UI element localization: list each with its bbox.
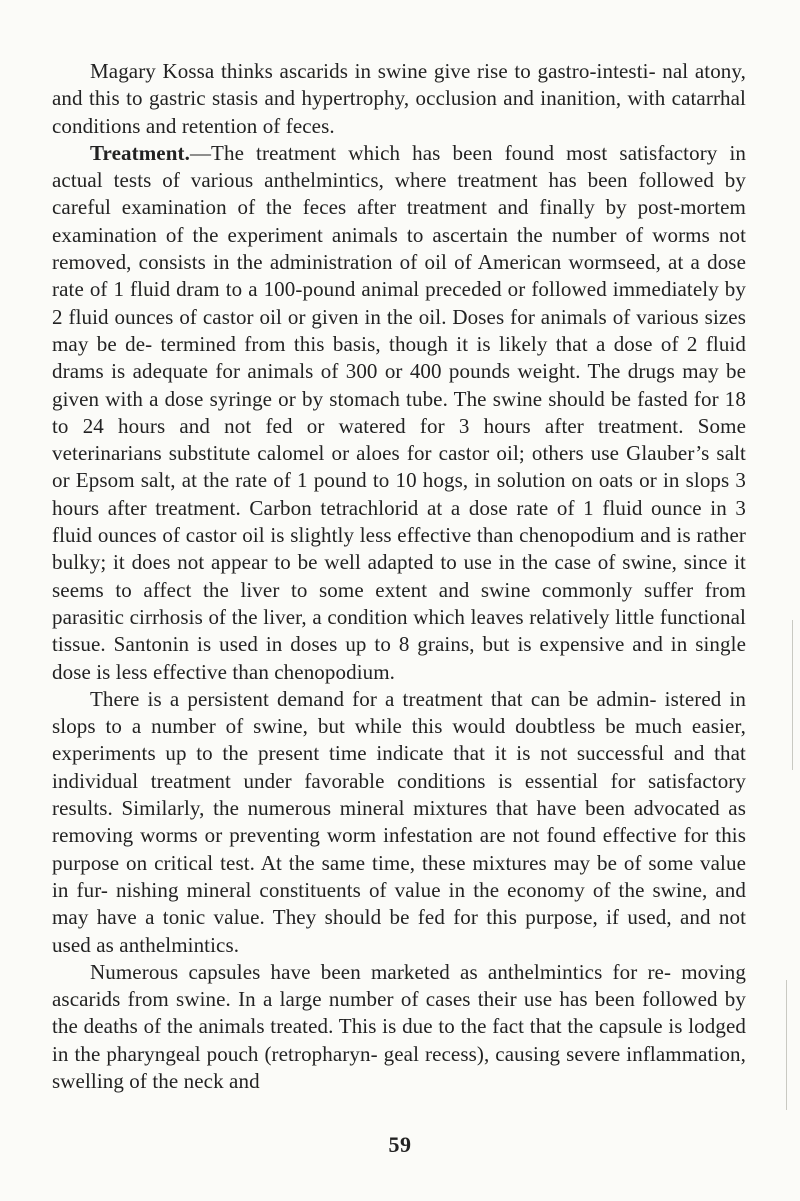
paragraph-text: Numerous capsules have been marketed as anthelmintics for re- moving ascarids from swine. In a large number of cases their use has been followed by the deaths of the animals treated. This is due to the fact that the capsule is lodged in the pharyngeal pouch (retropharyn- geal recess), causing severe inflammation, swelling of the neck and (52, 959, 746, 1093)
binding-edge-mark (792, 620, 793, 770)
paragraph-capsules (52, 959, 746, 1095)
paragraph-ascarids-atony (52, 58, 746, 140)
paragraph-text: Magary Kossa thinks ascarids in swine give rise to gastro-intesti- nal atony, and this to gastric stasis and hypertrophy, occlusion and inanition, with catarrhal conditions and retention of feces. (52, 59, 746, 138)
section-heading-treatment: Treatment. (90, 140, 190, 165)
page-body (52, 58, 746, 1095)
paragraph-treatment (52, 140, 746, 686)
paragraph-slops-demand (52, 686, 746, 959)
paragraph-text: There is a persistent demand for a treatment that can be admin- istered in slops to a number of swine, but while this would doubtless be much easier, experiments up to the present time indicate that it is not successful and that individual treatment under favorable conditions is essential for satisfactory results. Similarly, the numerous mineral mixtures that have been advocated as removing worms or preventing worm infestation are not found effective for this purpose on critical test. At the same time, these mixtures may be of some value in fur- nishing mineral constituents of value in the economy of the swine, and may have a tonic value. They should be fed for this purpose, if used, and not used as anthelmintics. (52, 686, 746, 957)
binding-edge-mark (786, 980, 787, 1110)
paragraph-text: —The treatment which has been found most satisfactory in actual tests of various anthelmintics, where treatment has been followed by careful examination of the feces after treatment and finally by post-mortem examination of the experiment animals to ascertain the number of worms not removed, consists in the administration of oil of American wormseed, at a dose rate of 1 fluid dram to a 100-pound animal preceded or followed immediately by 2 fluid ounces of castor oil or given in the oil. Doses for animals of various sizes may be de- termined from this basis, though it is likely that a dose of 2 fluid drams is adequate for animals of 300 or 400 pounds weight. The drugs may be given with a dose syringe or by stomach tube. The swine should be fasted for 18 to 24 hours and not fed or watered for 3 hours after treatment. Some veterinarians substitute calomel or aloes for castor oil; others use Glauber’s salt or Epsom salt, at the rate of 1 pound to 10 hogs, in solution on oats or in slops 3 hours after treatment. Carbon tetrachlorid at a dose rate of 1 fluid ounce in 3 fluid ounces of castor oil is slightly less effective than chenopodium and is rather bulky; it does not appear to be well adapted to use in the case of swine, since it seems to affect the liver to some extent and swine commonly suffer from parasitic cirrhosis of the liver, a condition which leaves relatively little functional tissue. Santonin is used in doses up to 8 grains, but is expensive and in single dose is less effective than chenopodium. (52, 140, 746, 684)
page-number: 59 (388, 1132, 412, 1157)
